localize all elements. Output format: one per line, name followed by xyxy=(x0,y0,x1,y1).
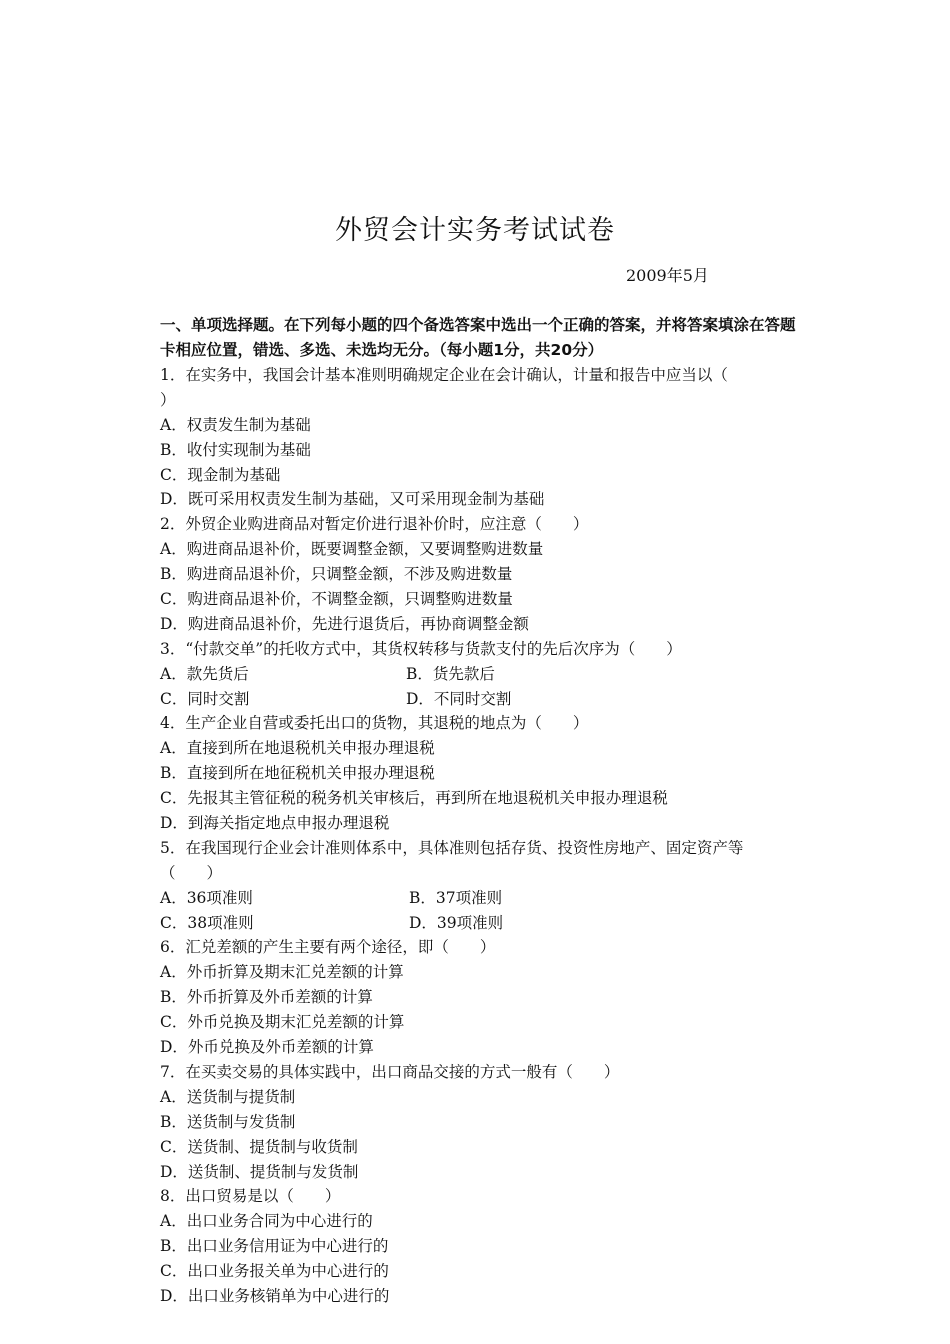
option-c: C．外币兑换及期末汇兑差额的计算 xyxy=(160,1013,405,1032)
question-stem: 7．在买卖交易的具体实践中，出口商品交接的方式一般有（ ） xyxy=(160,1062,620,1081)
option-b: B．37项准则 xyxy=(409,888,503,907)
option-d: D．39项准则 xyxy=(409,913,504,932)
option-c: C．先报其主管征税的税务机关审核后，再到所在地退税机关申报办理退税 xyxy=(160,789,668,808)
question-stem: 2．外贸企业购进商品对暂定价进行退补价时，应注意（ ） xyxy=(160,515,589,534)
question-stem: 1．在实务中，我国会计基本准则明确规定企业在会计确认，计量和报告中应当以（ xyxy=(160,366,728,384)
option-a: A．款先货后 xyxy=(160,664,249,683)
option-a: A．直接到所在地退税机关申报办理退税 xyxy=(160,739,435,758)
option-a: A．权责发生制为基础 xyxy=(160,415,311,434)
exam-title: 外贸会计实务考试试卷 xyxy=(335,215,615,246)
option-a: A．出口业务合同为中心进行的 xyxy=(160,1212,373,1231)
option-c: C．38项准则 xyxy=(160,913,254,932)
option-c: C．出口业务报关单为中心进行的 xyxy=(160,1262,389,1281)
option-row xyxy=(160,662,800,687)
option-row xyxy=(160,886,800,911)
question-stem-continued: （ ） xyxy=(160,863,223,882)
option-c: C．现金制为基础 xyxy=(160,465,281,484)
option-row xyxy=(160,687,800,712)
option-c: C．购进商品退补价，不调整金额，只调整购进数量 xyxy=(160,590,513,609)
option-b: B．货先款后 xyxy=(406,664,495,683)
option-c: C．送货制、提货制与收货制 xyxy=(160,1137,358,1156)
option-d: D．购进商品退补价，先进行退货后，再协商调整金额 xyxy=(160,614,529,633)
option-d: D．不同时交割 xyxy=(406,689,512,708)
question-list xyxy=(160,363,800,1309)
question-stem: 8．出口贸易是以（ ） xyxy=(160,1187,341,1206)
option-b: B．收付实现制为基础 xyxy=(160,440,311,459)
option-d: D．送货制、提货制与发货制 xyxy=(160,1162,359,1181)
option-a: A．36项准则 xyxy=(160,888,253,907)
question-stem: 4．生产企业自营或委托出口的货物，其退税的地点为（ ） xyxy=(160,714,589,733)
question-stem-continued: ） xyxy=(160,390,176,409)
option-b: B．外币折算及外币差额的计算 xyxy=(160,988,373,1007)
option-d: D．外币兑换及外币差额的计算 xyxy=(160,1038,374,1057)
option-b: B．直接到所在地征税机关申报办理退税 xyxy=(160,764,435,783)
option-a: A．送货制与提货制 xyxy=(160,1087,296,1106)
option-a: A．外币折算及期末汇兑差额的计算 xyxy=(160,963,404,982)
question-stem: 6．汇兑差额的产生主要有两个途径，即（ ） xyxy=(160,938,496,957)
option-d: D．出口业务核销单为中心进行的 xyxy=(160,1286,390,1305)
option-d: D．到海关指定地点申报办理退税 xyxy=(160,814,390,833)
option-b: B．出口业务信用证为中心进行的 xyxy=(160,1237,389,1256)
option-c: C．同时交割 xyxy=(160,689,250,708)
question-stem: 3．“付款交单”的托收方式中，其货权转移与货款支付的先后次序为（ ） xyxy=(160,639,682,658)
option-a: A．购进商品退补价，既要调整金额，又要调整购进数量 xyxy=(160,540,544,559)
question-stem: 5．在我国现行企业会计准则体系中，具体准则包括存货、投资性房地产、固定资产等 xyxy=(160,838,744,857)
option-row xyxy=(160,911,800,936)
option-b: B．购进商品退补价，只调整金额，不涉及购进数量 xyxy=(160,565,513,584)
section-heading: 一、单项选择题。在下列每小题的四个备选答案中选出一个正确的答案，并将答案填涂在答题卡相应位置，错选、多选、未选均无分。（每小题1分，共20分） xyxy=(160,316,796,359)
exam-date: 2009年5月 xyxy=(626,266,709,285)
option-b: B．送货制与发货制 xyxy=(160,1112,296,1131)
option-d: D．既可采用权责发生制为基础，又可采用现金制为基础 xyxy=(160,490,545,509)
